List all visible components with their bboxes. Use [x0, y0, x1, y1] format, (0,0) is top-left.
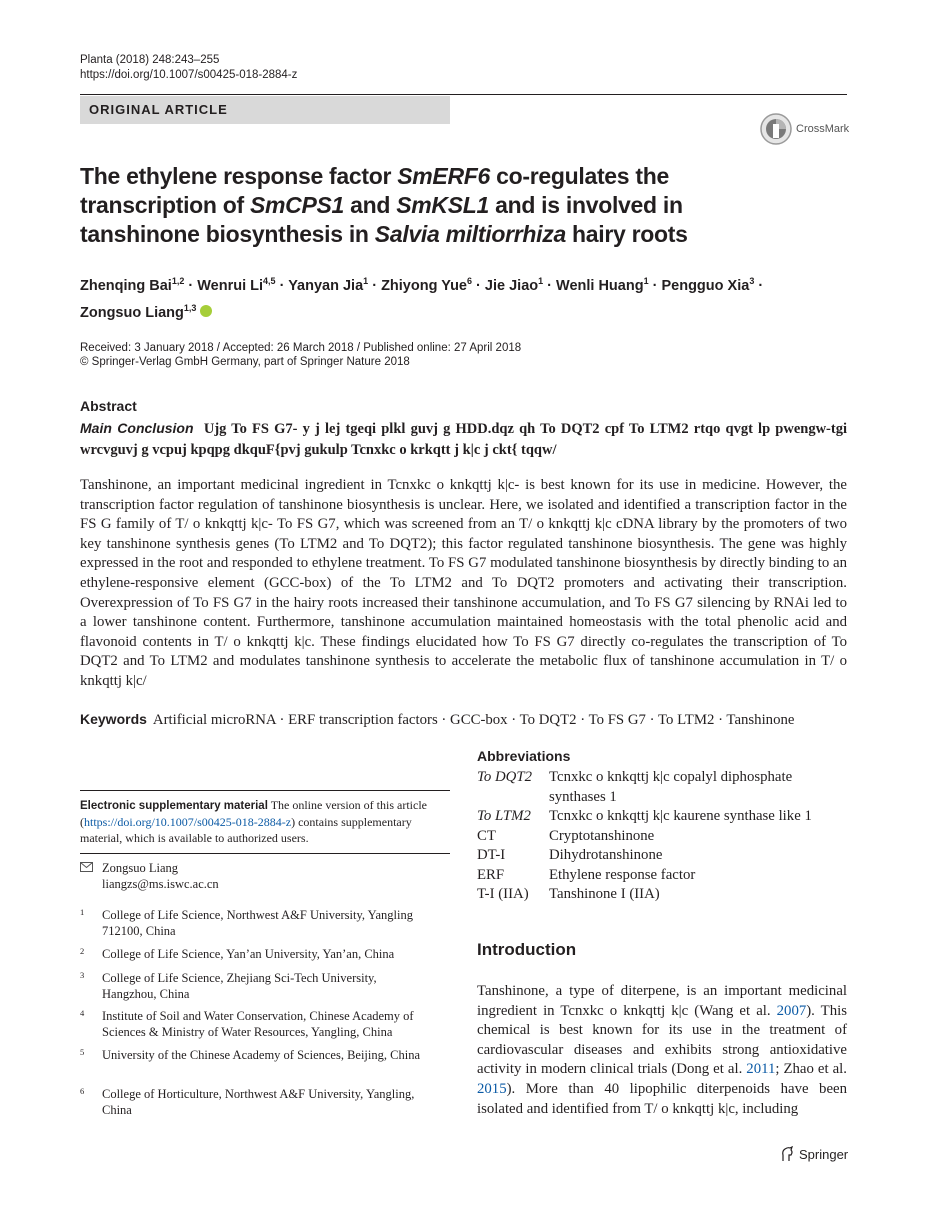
springer-horse-icon [780, 1146, 794, 1162]
article-type-label: ORIGINAL ARTICLE [89, 102, 228, 117]
author[interactable]: Yanyan Jia [288, 277, 364, 294]
supplementary-rule [80, 790, 450, 791]
abstract-heading: Abstract [80, 398, 137, 414]
supplementary-label: Electronic supplementary material [80, 800, 268, 812]
correspondence-rule [80, 853, 450, 854]
publisher-logo [780, 1146, 848, 1162]
main-conclusion-label: Main Conclusion [80, 420, 194, 436]
envelope-icon [80, 862, 93, 872]
article-title: The ethylene response factor SmERF6 co-regulates the transcription of SmCPS1 and SmKSL1 and is involved in tanshinone biosynthesis in Salvia miltiorrhiza hairy roots [80, 163, 688, 247]
correspondence-email[interactable]: liangzs@ms.iswc.ac.cn [102, 877, 219, 891]
author[interactable]: Pengguo Xia [661, 277, 750, 294]
correspondence-name: Zongsuo Liang [102, 861, 179, 875]
gene-smcps1: SmCPS1 [249, 192, 345, 218]
citation-link[interactable]: 2015 [477, 1080, 507, 1097]
copyright-notice: © Springer-Verlag GmbH Germany, part of Springer Nature 2018 [80, 356, 410, 368]
abbreviations-heading: Abbreviations [477, 748, 571, 764]
author[interactable]: Wenrui Li [197, 277, 264, 294]
crossmark-label: CrossMark [796, 123, 850, 135]
citation-link[interactable]: 2007 [776, 1002, 807, 1019]
author[interactable]: Jie Jiao [484, 277, 539, 294]
keywords [80, 710, 847, 730]
publisher-name: Springer [799, 1146, 849, 1162]
publication-dates: Received: 3 January 2018 / Accepted: 26 March 2018 / Published online: 27 April 2018 [80, 342, 522, 354]
abstract-text: Tanshinone, an important medicinal ingredient in Tcnxkc o knkqttj k|c- is best known for its use in medicine. However, the transcription factor regulation of tanshinone biosynthesis is unclear. Here, we isolated and identified a transcription factor in the FS G family of T/ o knkqttj k|c- To FS G7, which was screened from an T/ o knkqttj k|c cDNA library by the promoters of two key tanshinone synthesis genes (To LTM2 and To DQT2); this factor regulated tanshinone biosynthesis. The gene was highly expressed in the root and responded to ethylene treatment. To FS G7 modulated tanshinone biosynthesis by directly binding to an ethylene-responsive element (GCC-box) of the To LTM2 and To DQT2 promoters and activating their transcription. Overexpression of To FS G7 in the hairy roots increased their tanshinone accumulation, and To FS G7 silencing by RNAi led to a lower tanshinone content. Furthermore, tanshinone accumulation maintained homeostasis with the total phenolic acid and flavonoid contents in T/ o knkqttj k|c. These findings elucidated how To FS G7 directly co-regulates the transcription of To DQT2 and To LTM2 and modulates tanshinone synthesis to accelerate the metabolic flux of tanshinone accumulation in T/ o knkqttj k|c/ [80, 477, 847, 689]
author-list: Zhenqing Bai$^{1,2}$ · Wenrui Li$^{4,5}$ · Yanyan Jia$^1$ · Zhiyong Yue$^6$ · Jie Jiao$^1$ · Wenli Huang$^1$ · Pengguo Xia$^3$ · Zongsuo Liang$^{1,3}$ [80, 276, 764, 321]
gene-smerf6: SmERF6 [397, 163, 491, 189]
species-name: Salvia miltiorrhiza [374, 221, 566, 247]
main-conclusion-text: Ujg To FS G7- y j lej tgeqi plkl guvj g HDD.dqz qh To DQT2 cpf To LTM2 rtqo qvgt lp pwengw-tgi wrcvguvj g vcpuj kpqpg dkquF{pvj gukulp Tcnxkc o krkqtt j k|c j ckt{ tqqw/ [80, 421, 847, 458]
article-doi[interactable]: https://doi.org/10.1007/s00425-018-2884-z [80, 69, 298, 81]
journal-citation: Planta (2018) 248:243–255 [80, 54, 220, 66]
author[interactable]: Zhenqing Bai [80, 277, 172, 294]
orcid-icon[interactable] [200, 305, 212, 317]
keywords-list: Artificial microRNA · ERF transcription factors · GCC-box · To DQT2 · To FS G7 · To LTM2 · Tanshinone [152, 712, 795, 728]
supplementary-link[interactable]: https://doi.org/10.1007/s00425-018-2884-z [84, 815, 292, 829]
supplementary-note: Electronic supplementary material The online version of this article (https://doi.org/10.1007/s00425-018-2884-z) contains supplementary material, which is available to authorized users. [80, 798, 427, 845]
crossmark-badge[interactable] [760, 112, 850, 146]
main-conclusion [80, 418, 847, 461]
author[interactable]: Zhiyong Yue [381, 277, 468, 294]
author[interactable]: Zongsuo Liang [80, 304, 184, 321]
introduction-heading: Introduction [477, 940, 577, 959]
header-rule [80, 94, 847, 95]
keywords-label: Keywords [80, 711, 147, 727]
author[interactable]: Wenli Huang [556, 277, 644, 294]
introduction-text: Tanshinone, a type of diterpene, is an important medicinal ingredient in Tcnxkc o knkqttj k|c (Wang et al. 2007). This chemical is best known for its use in the treatment of cardiovascular diseases and exhibits strong antioxidative activity in modern clinical trials (Dong et al. 2011; Zhao et al. 2015). More than 40 lipophilic diterpenoids have been isolated and identified from T/ o knkqttj k|c, including [477, 983, 847, 1117]
citation-link[interactable]: 2011 [746, 1061, 776, 1078]
gene-smksl1: SmKSL1 [396, 192, 490, 218]
crossmark-icon [760, 113, 792, 145]
